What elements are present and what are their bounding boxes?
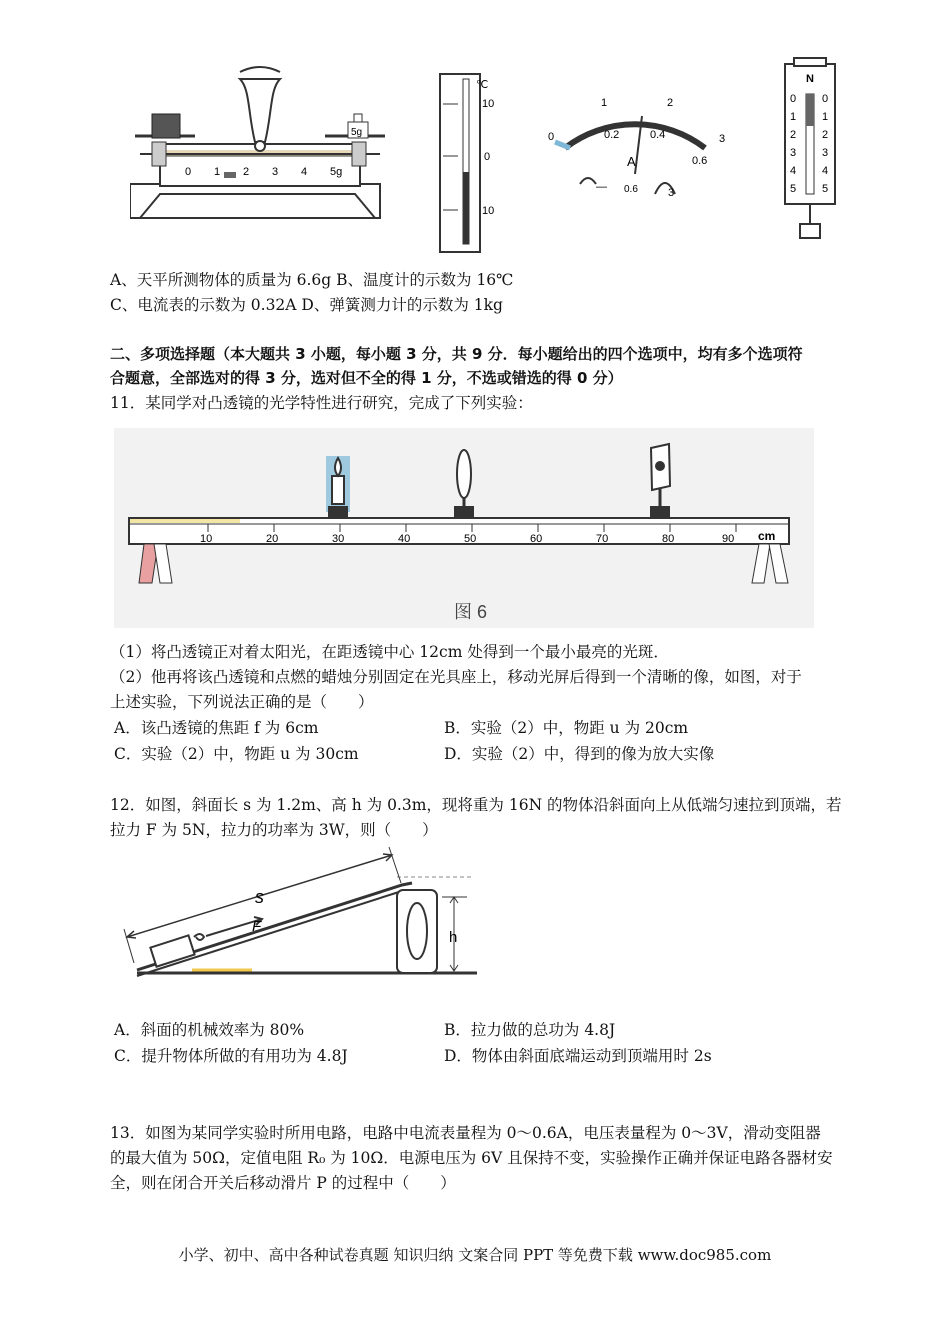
spring-scale-figure — [785, 58, 835, 238]
incline-label-f: F — [252, 918, 262, 935]
spring-scale-tick-0r: 0 — [822, 93, 829, 105]
q11-stem: 11．某同学对凸透镜的光学特性进行研究，完成了下列实验： — [110, 394, 533, 412]
q10-options-line2: C、电流表的示数为 0.32A D、弹簧测力计的示数为 1kg — [110, 296, 503, 314]
spring-scale-tick-2r: 2 — [822, 129, 829, 141]
page-footer: 小学、初中、高中各种试卷真题 知识归纳 文案合同 PPT 等免费下载 www.doc985.com — [178, 1246, 772, 1264]
q11-option-d: D．实验（2）中，得到的像为放大实像 — [444, 745, 715, 763]
ammeter-terminal-neg: — — [596, 181, 607, 193]
q11-step1: （1）将凸透镜正对着太阳光，在距透镜中心 12cm 处得到一个最小最亮的光斑． — [110, 643, 669, 661]
ammeter-figure — [548, 97, 725, 199]
section2-heading-line1: 二、多项选择题（本大题共 3 小题，每小题 3 分，共 9 分．每小题给出的四个选项中，均有多个选项符 — [110, 345, 803, 363]
thermometer-tick-bottom: 10 — [482, 205, 495, 217]
ammeter-lower-1: 0.2 — [604, 129, 620, 141]
bench-tick-80: 80 — [662, 533, 675, 545]
q11-step2-line1: （2）他再将该凸透镜和点燃的蜡烛分别固定在光具座上，移动光屏后得到一个清晰的像，如图，对于 — [110, 668, 802, 686]
incline-figure — [112, 845, 512, 1010]
q12-option-d: D．物体由斜面底端运动到顶端用时 2s — [444, 1047, 712, 1065]
balance-tick-3: 3 — [272, 166, 279, 178]
bench-tick-70: 70 — [596, 533, 609, 545]
bench-tick-60: 60 — [530, 533, 543, 545]
spring-scale-tick-1r: 1 — [822, 111, 829, 123]
ammeter-lower-3: 0.6 — [692, 155, 708, 167]
thermometer-tick-zero: 0 — [484, 151, 491, 163]
balance-tick-4: 4 — [301, 166, 308, 178]
ammeter-terminal-06: 0.6 — [624, 184, 638, 195]
balance-tick-0: 0 — [185, 166, 192, 178]
q12-stem-line2: 拉力 F 为 5N，拉力的功率为 3W，则（ ） — [110, 821, 438, 839]
spring-scale-tick-4r: 4 — [822, 165, 829, 177]
spring-scale-unit: N — [806, 73, 814, 85]
spring-scale-tick-3r: 3 — [822, 147, 829, 159]
q11-option-a: A．该凸透镜的焦距 f 为 6cm — [114, 719, 319, 737]
q12-stem-line1: 12．如图，斜面长 s 为 1.2m、高 h 为 0.3m，现将重为 16N 的物体沿斜面向上从低端匀速拉到顶端，若 — [110, 796, 842, 814]
balance-tick-2: 2 — [243, 166, 250, 178]
spring-scale-tick-5r: 5 — [822, 183, 829, 195]
ammeter-upper-1: 1 — [601, 97, 608, 109]
optical-bench-figure — [114, 428, 814, 628]
q10-instruments-figure — [130, 44, 850, 254]
spring-scale-tick-2: 2 — [790, 129, 797, 141]
q10-options-line1: A、天平所测物体的质量为 6.6g B、温度计的示数为 16℃ — [110, 271, 514, 289]
thermometer-unit: ℃ — [476, 79, 489, 91]
balance-figure — [130, 67, 385, 218]
spring-scale-tick-0: 0 — [790, 93, 797, 105]
balance-weight-label: 5g — [351, 127, 363, 138]
bench-tick-50: 50 — [464, 533, 477, 545]
ammeter-upper-3: 3 — [719, 133, 726, 145]
bench-tick-30: 30 — [332, 533, 345, 545]
bench-figure-caption: 图 6 — [454, 602, 488, 622]
spring-scale-tick-4: 4 — [790, 165, 797, 177]
q12-option-c: C．提升物体所做的有用功为 4.8J — [114, 1047, 348, 1065]
bench-tick-20: 20 — [266, 533, 279, 545]
balance-tick-1: 1 — [214, 166, 221, 178]
spring-scale-tick-3: 3 — [790, 147, 797, 159]
ammeter-upper-2: 2 — [667, 97, 674, 109]
candle-on-bench — [326, 456, 350, 518]
q11-step2-line2: 上述实验，下列说法正确的是（ ） — [110, 693, 374, 711]
q11-option-b: B．实验（2）中，物距 u 为 20cm — [444, 719, 689, 737]
bench-tick-40: 40 — [398, 533, 411, 545]
q12-option-a: A．斜面的机械效率为 80% — [114, 1021, 305, 1039]
thermometer-figure — [440, 74, 494, 252]
bench-tick-10: 10 — [200, 533, 213, 545]
ammeter-symbol: A — [627, 154, 636, 169]
q12-option-b: B．拉力做的总功为 4.8J — [444, 1021, 616, 1039]
ammeter-upper-0: 0 — [548, 131, 555, 143]
spring-scale-tick-5: 5 — [790, 183, 797, 195]
ammeter-lower-2: 0.4 — [650, 129, 666, 141]
spring-scale-tick-1: 1 — [790, 111, 797, 123]
balance-tick-5: 5g — [330, 166, 343, 178]
bench-tick-cm: cm — [758, 529, 776, 543]
incline-label-h: h — [449, 929, 458, 946]
thermometer-tick-top: 10 — [482, 98, 495, 110]
bench-tick-90: 90 — [722, 533, 735, 545]
screen-on-bench — [650, 444, 670, 518]
q13-line1: 13．如图为某同学实验时所用电路，电路中电流表量程为 0～0.6A，电压表量程为 0～3V，滑动变阻器 — [110, 1124, 821, 1142]
q11-option-c: C．实验（2）中，物距 u 为 30cm — [114, 745, 359, 763]
section2-heading-line2: 合题意，全部选对的得 3 分，选对但不全的得 1 分，不选或错选的得 0 分） — [110, 369, 623, 387]
incline-label-s: s — [255, 887, 264, 907]
q13-line3: 全，则在闭合开关后移动滑片 P 的过程中（ ） — [110, 1174, 456, 1192]
ammeter-terminal-3: 3 — [668, 187, 675, 199]
q13-line2: 的最大值为 50Ω，定值电阻 R₀ 为 10Ω．电源电压为 6V 且保持不变，实验操作正确并保证电路各器材安 — [110, 1149, 833, 1167]
